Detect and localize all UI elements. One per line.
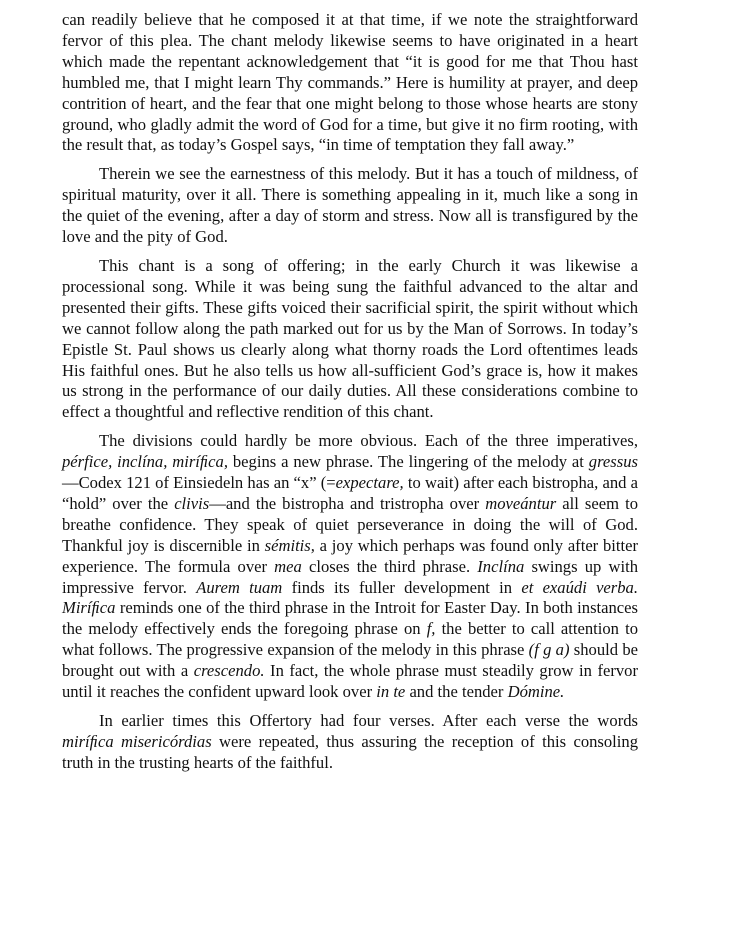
text-run: the better to call attention to what follows. The progressive expansion of the melody in this phrase: [62, 619, 638, 660]
italic-term: Aurem tuam: [196, 577, 283, 597]
text-run: can readily believe that he composed it at that time, if we note the straightforward fervor of this plea. The chant melody likewise seems to have originated in a heart which made the repentant acknowledgement that “it is good for me that Thou hast humbled me, that I might learn Thy commands.” Here is humility at prayer, and deep contrition of heart, and the fear that one might belong to those whose hearts are stony ground, who gladly admit the word of God for a time, but give it no firm rooting, with the result that, as today’s Gospel says, “in time of temptation they fall away.”: [62, 10, 638, 155]
text-run: Therein we see the earnestness of this melody. But it has a touch of mildness, of spiritual maturity, over it all. There is something appealing in it, much like a song in the quiet of the evening, after a day of storm and stress. Now all is transfigured by the love and the pity of God.: [62, 164, 638, 247]
text-run: In fact, the whole phrase must steadily grow in fervor until it reaches the confident upward look over: [62, 661, 638, 702]
italic-term: miríﬁca misericórdias: [62, 731, 212, 751]
italic-term: f,: [426, 619, 436, 639]
text-run: The divisions could hardly be more obvious. Each of the three imperatives,: [99, 431, 638, 451]
italic-term: crescendo.: [193, 661, 265, 681]
text-run: begins a new phrase. The lingering of the melody at: [228, 452, 589, 472]
text-run: In earlier times this Offertory had four verses. After each verse the words: [99, 711, 638, 730]
text-run: —and the bistropha and tristropha over: [209, 493, 486, 513]
text-run: —Codex 121 of Einsiedeln has an “x” (=: [62, 473, 336, 493]
italic-term: clivis: [174, 493, 210, 513]
italic-term: Dómine.: [507, 682, 565, 702]
text-run: to wait) after each bistropha, and a “hold” over the: [62, 473, 638, 513]
text-run: were repeated, thus assuring the reception of this consoling truth in the trusting hearts of the faithful.: [62, 731, 638, 772]
paragraph: [62, 711, 638, 774]
text-run: swings up with impressive fervor.: [62, 556, 638, 597]
italic-term: gressus: [588, 452, 638, 472]
italic-term: sémitis,: [264, 535, 315, 555]
italic-term: (f g a): [528, 640, 570, 660]
paragraph: [62, 164, 638, 248]
paragraph: [62, 10, 638, 156]
text-run: a joy which perhaps was found only after bitter experience. The formula over: [62, 535, 638, 576]
italic-term: Inclína: [477, 556, 525, 576]
italic-term: et exaúdi verba. Miríﬁca: [62, 577, 639, 618]
text-run: and the tender: [405, 682, 508, 702]
text-run: finds its fuller development in: [282, 577, 522, 597]
paragraph: [62, 256, 638, 423]
text-run: should be brought out with a: [62, 640, 638, 681]
italic-term: moveántur: [485, 493, 557, 513]
text-run: closes the third phrase.: [301, 556, 478, 576]
text-run: reminds one of the third phrase in the Introit for Easter Day. In both instances the melody effectively ends the foregoing phrase on: [62, 598, 638, 639]
italic-term: expectare,: [335, 473, 404, 493]
italic-term: pérfice, inclína, miríﬁca,: [62, 452, 228, 472]
page-text: [62, 10, 638, 774]
paragraph: [62, 431, 638, 703]
text-run: all seem to breathe confidence. They speak of quiet perseverance in doing the will of God. Thankful joy is discernible in: [62, 493, 638, 555]
italic-term: mea: [274, 556, 302, 576]
text-run: This chant is a song of offering; in the early Church it was likewise a processional song. While it was being sung the faithful advanced to the altar and presented their gifts. These gifts voiced their sacrificial spirit, the spirit without which we cannot follow along the path marked out for us by the Man of Sorrows. In today’s Epistle St. Paul shows us clearly along what thorny roads the Lord oftentimes leads His faithful ones. But he also tells us how all-sufficient God’s grace is, how it makes us strong in the performance of our daily duties. All these considerations combine to effect a thoughtful and reflective rendition of this chant.: [62, 255, 638, 422]
italic-term: in te: [376, 682, 406, 702]
